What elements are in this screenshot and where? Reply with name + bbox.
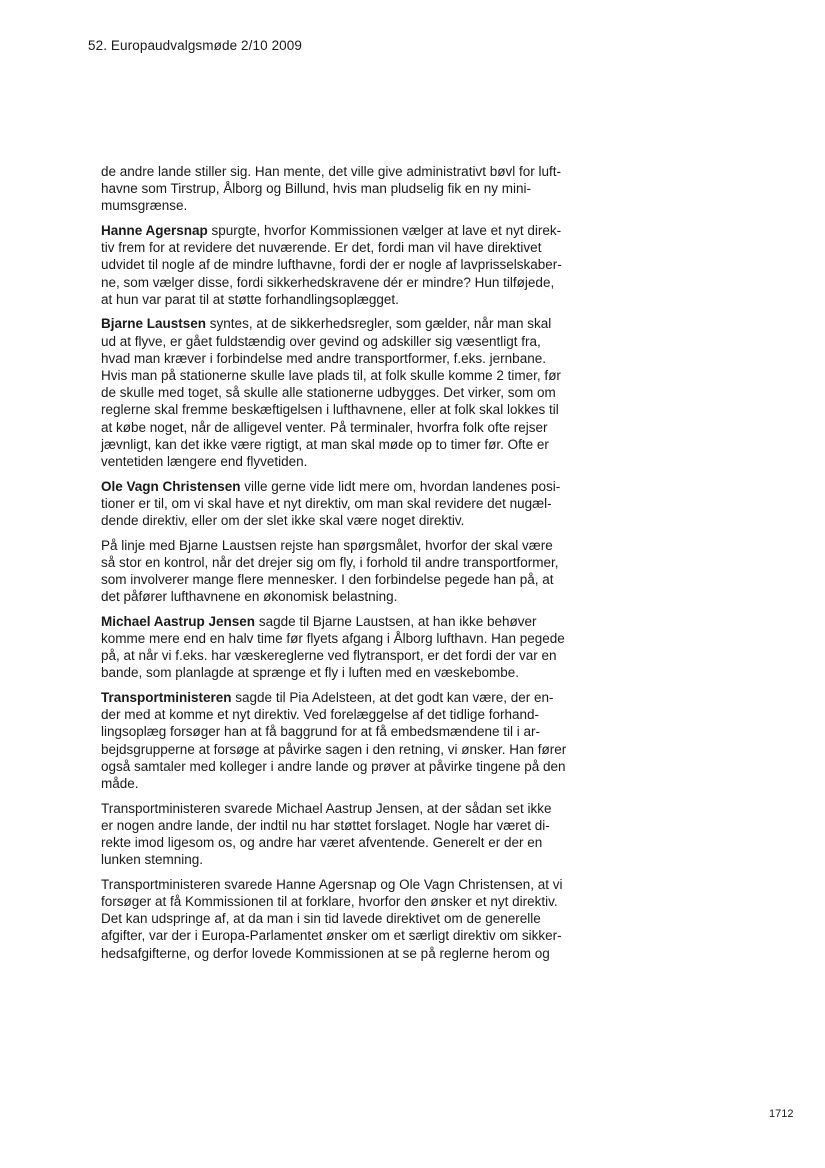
paragraph-text: syntes, at de sikkerhedsregler, som gælder, når man skal ud at flyve, er gået fuldstændig over gevind og adskiller sig væsentligt fra, hvad man kræver i forbindelse med andre transportformer, f.eks. jernbane. Hvis man på stationerne skulle lave plads til, at folk skulle komme 2 timer, før de skulle med toget, så skulle alle stationerne udbygges. Det virker, som om reglerne skal fremme beskæftigelsen i lufthavnene, eller at folk skal lokkes til at købe noget, når de alligevel venter. På terminaler, hvorfra folk ofte rejser jævnligt, kan det ikke være rigtigt, at man skal møde op to timer før. Ofte er ventetiden længere end flyvetiden.	[101, 316, 561, 470]
paragraph	[101, 876, 585, 962]
speaker-name: Ole Vagn Christensen	[101, 478, 241, 494]
document-body	[101, 163, 585, 969]
page-number: 1712	[769, 1108, 794, 1120]
paragraph	[101, 613, 585, 682]
paragraph	[101, 689, 585, 792]
paragraph	[101, 800, 585, 869]
paragraph	[101, 537, 585, 606]
paragraph	[101, 163, 585, 215]
paragraph	[101, 315, 585, 470]
paragraph-text: Transportministeren svarede Hanne Agersnap og Ole Vagn Christensen, at vi forsøger at få Kommissionen til at forklare, hvorfor den ønsker et nyt direktiv. Det kan udspringe af, at da man i sin tid lavede direktivet om de generelle afgifter, var der i Europa-Parlamentet ønsker om et særligt direktiv om sikker- hedsafgifterne, og derfor lovede Kommissionen at se på reglerne herom og	[101, 876, 563, 961]
paragraph-text: de andre lande stiller sig. Han mente, det ville give administrativt bøvl for luft- havne som Tirstrup, Ålborg og Billund, hvis man pludselig fik en ny mini- mumsgrænse.	[101, 164, 561, 214]
speaker-name: Bjarne Laustsen	[101, 316, 207, 332]
paragraph	[101, 222, 585, 308]
speaker-name: Transportministeren	[101, 690, 232, 706]
paragraph-text: sagde til Pia Adelsteen, at det godt kan være, der en- der med at komme et nyt direktiv. Ved forelæggelse af det tidlige forhand- lingsoplæg forsøger han at få baggrund for at få embedsmændene til i ar- bejdsgrupperne at forsøge at påvirke sagen i den retning, vi ønsker. Han fører også samtaler med kolleger i andre lande og prøver at påvirke tingene på den måde.	[101, 690, 567, 792]
speaker-name: Michael Aastrup Jensen	[101, 613, 256, 629]
paragraph-text: På linje med Bjarne Laustsen rejste han spørgsmålet, hvorfor der skal være så stor en kontrol, når det drejer sig om fly, i forhold til andre transportformer, som involverer mange flere mennesker. I den forbindelse pegede han på, at det påfører lufthavnene en økonomisk belastning.	[101, 537, 559, 605]
page-header: 52. Europaudvalgsmøde 2/10 2009	[88, 38, 302, 53]
paragraph-text: sagde til Bjarne Laustsen, at han ikke behøver komme mere end en halv time før flyets afgang i Ålborg lufthavn. Han pegede på, at når vi f.eks. har væskereglerne ved flytransport, er det fordi der var en bande, som planlagde at sprænge et fly i luften med en væskebombe.	[101, 613, 565, 681]
paragraph-text: spurgte, hvorfor Kommissionen vælger at lave et nyt direk- tiv frem for at revidere det nuværende. Er det, fordi man vil have direktivet udvidet til nogle af de mindre lufthavne, fordi der er nogle af lavprisselskaber- ne, som vælger disse, fordi sikkerhedskravene dér er mindre? Hun tilføjede, at hun var parat til at støtte forhandlingsoplægget.	[101, 223, 562, 307]
paragraph	[101, 478, 585, 530]
paragraph-text: ville gerne vide lidt mere om, hvordan landenes posi- tioner er til, om vi skal have et nyt direktiv, om man skal revidere det nugæl- dende direktiv, eller om der slet ikke skal være noget direktiv.	[101, 478, 561, 529]
speaker-name: Hanne Agersnap	[101, 223, 208, 238]
paragraph-text: Transportministeren svarede Michael Aastrup Jensen, at der sådan set ikke er nogen andre lande, der indtil nu har støttet forslaget. Nogle har været di- rekte imod ligesom os, og andre har været afventende. Generelt er der en lunken stemning.	[101, 800, 552, 868]
